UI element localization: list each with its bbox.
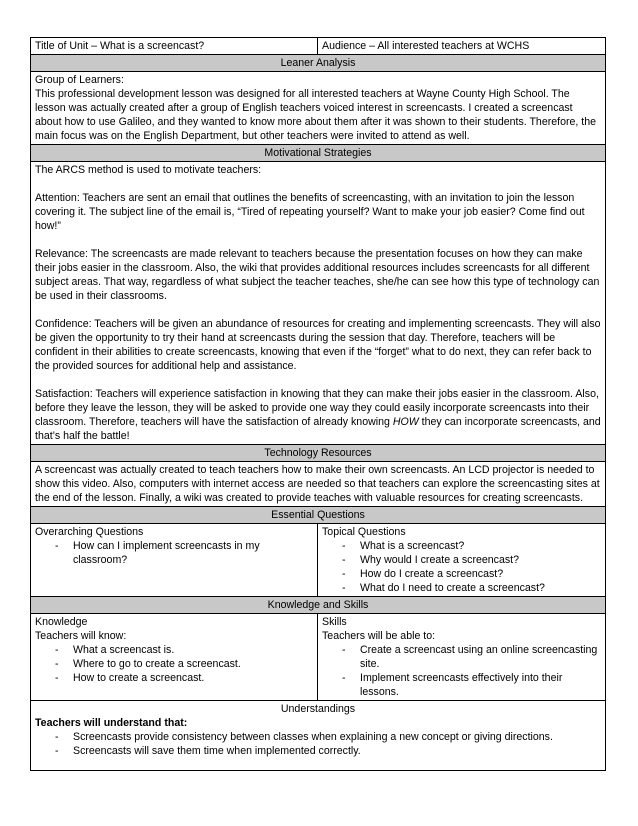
skills-list [322, 643, 601, 699]
relevance-paragraph: Relevance: The screencasts are made relevant to teachers because the presentation focuses on how they can make their jobs easier in the classroom. Also, the wiki that provides additional resources includes screencasts for all different subject areas. That way, regardless of what subject the teacher teaches, she/he can see how this type of technology can be used in their classrooms. [35, 248, 600, 302]
satisfaction-paragraph [35, 387, 601, 443]
topical-questions-cell [318, 524, 606, 597]
lesson-plan-document [30, 37, 605, 771]
attention-paragraph: Attention: Teachers are sent an email that outlines the benefits of screencasting, with an invitation to join the lesson covering it. The subject line of the email is, “Tired of repeating yourself? Want to make your job easier? Come find out how!” [35, 192, 585, 232]
satisfaction-text-before: Satisfaction: Teachers will experience satisfaction in knowing that they can make their jobs easier in the classroom. Also, before they leave the lesson, they will be asked to provide one way they could easily incorporate screencasts into their classroom. Therefore, teachers will have the satisfaction of already knowing [35, 388, 599, 428]
list-item: - Screencasts provide consistency between classes when explaining a new concept or giving directions. [35, 730, 601, 744]
overarching-questions-cell [31, 524, 318, 597]
knowledge-skills-heading: Knowledge and Skills [31, 597, 606, 614]
satisfaction-text-after: they can incorporate screencasts, and that’s half the battle! [35, 416, 601, 442]
group-of-learners-label: Group of Learners: [35, 74, 124, 86]
understandings-intro: Teachers will understand that: [35, 717, 188, 729]
understandings-cell [31, 701, 606, 771]
list-item: - Where to go to create a screencast. [35, 657, 313, 671]
overarching-questions-list [35, 539, 313, 567]
list-item: - How do I create a screencast? [322, 567, 601, 581]
list-item: - How to create a screencast. [35, 671, 313, 685]
skills-label: Skills [322, 616, 347, 628]
title-row [31, 38, 606, 55]
essential-questions-heading: Essential Questions [31, 507, 606, 524]
audience: Audience – All interested teachers at WCHS [318, 38, 606, 55]
understandings-heading: Understandings [280, 703, 356, 715]
list-item: - What do I need to create a screencast? [322, 581, 601, 595]
lesson-plan-table [30, 37, 606, 771]
skills-cell [318, 614, 606, 701]
technology-resources-text: A screencast was actually created to teach teachers how to make their own screencasts. An LCD projector is needed to show this video. Also, computers with internet access are needed so that teachers can explore the screencasting sites at the end of the lesson. Finally, a wiki was created to provide teaches with valuable resources for creating screencasts. [35, 464, 600, 504]
list-item: - What a screencast is. [35, 643, 313, 657]
topical-questions-label: Topical Questions [322, 526, 406, 538]
overarching-questions-label: Overarching Questions [35, 526, 144, 538]
knowledge-label: Knowledge [35, 616, 88, 628]
list-item: - How can I implement screencasts in my classroom? [35, 539, 313, 567]
satisfaction-emphasis: HOW [392, 416, 419, 428]
arcs-intro: The ARCS method is used to motivate teachers: [35, 164, 262, 176]
list-item: - Implement screencasts effectively into their lessons. [322, 671, 601, 699]
technology-resources-cell [31, 462, 606, 507]
unit-title: Title of Unit – What is a screencast? [31, 38, 318, 55]
learner-analysis-cell [31, 72, 606, 145]
motivational-strategies-cell [31, 162, 606, 445]
skills-intro: Teachers will be able to: [322, 630, 436, 642]
confidence-paragraph: Confidence: Teachers will be given an abundance of resources for creating and implementing screencasts. They will also be given the opportunity to try their hand at screencasts during the session that day. Therefore, teachers will be confident in their abilities to create screencasts, knowing that even if the “forget” what to do next, they can refer back to the provided sources for additional help and assistance. [35, 318, 601, 372]
technology-resources-heading: Technology Resources [31, 445, 606, 462]
knowledge-list [35, 643, 313, 685]
topical-questions-list [322, 539, 601, 595]
learner-analysis-text: This professional development lesson was designed for all interested teachers at Wayne County High School. The lesson was actually created after a group of English teachers voiced interest in screencasts. I created a screencast about how to use Galileo, and they wanted to know more about them after it was shown to their students. Therefore, the main focus was on the English Department, but other teachers were invited to attend as well. [35, 88, 597, 142]
knowledge-cell [31, 614, 318, 701]
learner-analysis-heading: Leaner Analysis [31, 55, 606, 72]
understandings-list [35, 730, 601, 758]
knowledge-intro: Teachers will know: [35, 630, 127, 642]
list-item: - What is a screencast? [322, 539, 601, 553]
list-item: - Screencasts will save them time when implemented correctly. [35, 744, 601, 758]
motivational-strategies-heading: Motivational Strategies [31, 145, 606, 162]
list-item: - Create a screencast using an online screencasting site. [322, 643, 601, 671]
list-item: - Why would I create a screencast? [322, 553, 601, 567]
